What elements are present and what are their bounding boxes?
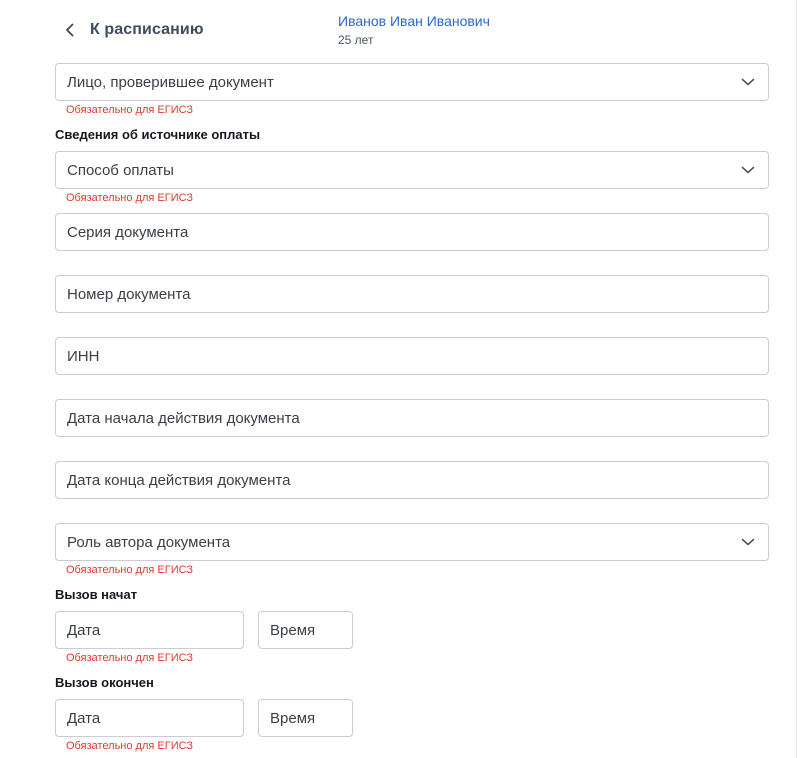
panel-divider xyxy=(796,0,797,758)
document-end-date-input[interactable] xyxy=(55,461,769,499)
call-ended-date-input[interactable] xyxy=(55,699,244,737)
call-started-time-input[interactable] xyxy=(258,611,353,649)
author-role-select[interactable] xyxy=(55,523,769,561)
call-ended-title: Вызов окончен xyxy=(55,675,154,690)
call-started-title: Вызов начат xyxy=(55,587,138,602)
verifier-placeholder: Лицо, проверившее документ xyxy=(67,73,274,91)
back-to-schedule-link[interactable] xyxy=(64,18,204,42)
payment-section-title: Сведения об источнике оплаты xyxy=(55,127,261,142)
document-start-date-placeholder: Дата начала действия документа xyxy=(67,409,300,427)
payment-method-required-hint: Обязательно для ЕГИСЗ xyxy=(66,192,194,204)
payment-method-select[interactable] xyxy=(55,151,769,189)
payment-method-placeholder: Способ оплаты xyxy=(67,161,174,179)
author-role-required-hint: Обязательно для ЕГИСЗ xyxy=(66,564,194,576)
patient-name-link[interactable]: Иванов Иван Иванович xyxy=(338,13,490,29)
chevron-down-icon xyxy=(740,534,756,550)
document-number-input[interactable] xyxy=(55,275,769,313)
document-number-placeholder: Номер документа xyxy=(67,285,191,303)
call-started-required-hint: Обязательно для ЕГИСЗ xyxy=(66,652,194,664)
call-started-date-input[interactable] xyxy=(55,611,244,649)
document-series-input[interactable] xyxy=(55,213,769,251)
verifier-select[interactable] xyxy=(55,63,769,101)
author-role-placeholder: Роль автора документа xyxy=(67,533,231,551)
patient-info xyxy=(338,12,490,48)
call-ended-date-placeholder: Дата xyxy=(67,709,101,727)
verifier-required-hint: Обязательно для ЕГИСЗ xyxy=(66,104,194,116)
call-ended-time-input[interactable] xyxy=(258,699,353,737)
call-started-time-placeholder: Время xyxy=(270,621,316,639)
call-ended-time-placeholder: Время xyxy=(270,709,316,727)
patient-age: 25 лет xyxy=(338,33,374,47)
chevron-down-icon xyxy=(740,162,756,178)
call-ended-required-hint: Обязательно для ЕГИСЗ xyxy=(66,740,194,752)
inn-placeholder: ИНН xyxy=(67,347,100,365)
chevron-left-icon xyxy=(64,22,76,38)
chevron-down-icon xyxy=(740,74,756,90)
call-started-date-placeholder: Дата xyxy=(67,621,101,639)
back-link-label: К расписанию xyxy=(90,21,204,38)
document-start-date-input[interactable] xyxy=(55,399,769,437)
document-end-date-placeholder: Дата конца действия документа xyxy=(67,471,291,489)
document-series-placeholder: Серия документа xyxy=(67,223,189,241)
inn-input[interactable] xyxy=(55,337,769,375)
